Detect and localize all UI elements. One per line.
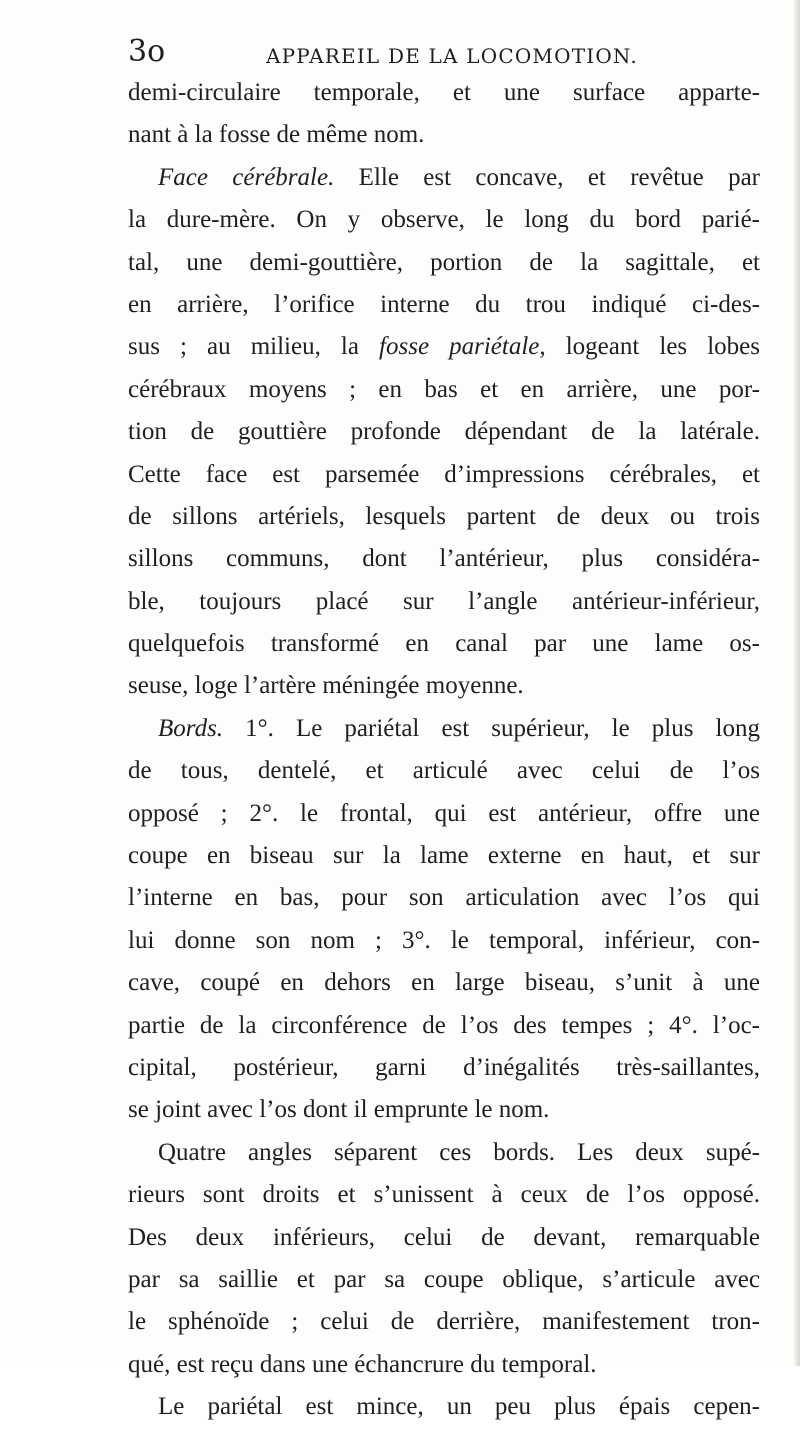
- page-edge-shadow: [794, 0, 800, 1366]
- text-segment: tion de gouttière profonde dépendant de la latérale.: [128, 418, 760, 446]
- text-line: [128, 708, 760, 750]
- text-segment: l’interne en bas, pour son articulation avec l’os qui: [128, 884, 760, 912]
- text-segment: de tous, dentelé, et articulé avec celui de l’os: [128, 757, 760, 785]
- text-segment: Des deux inférieurs, celui de devant, remarquable: [128, 1223, 760, 1251]
- text-line: [128, 835, 760, 877]
- text-line: [128, 496, 760, 538]
- text-line: [128, 1259, 760, 1301]
- text-segment: seuse, loge l’artère méningée moyenne.: [128, 672, 524, 700]
- text-line: [128, 920, 760, 962]
- text-segment: opposé ; 2°. le frontal, qui est antérieur, offre une: [128, 799, 760, 827]
- text-line: [128, 1089, 760, 1131]
- text-line: [128, 326, 760, 368]
- text-line: [128, 538, 760, 580]
- text-line: [128, 1217, 760, 1259]
- text-segment: cipital, postérieur, garni d’inégalités très-saillantes,: [128, 1053, 760, 1081]
- body-text: [128, 72, 760, 1429]
- text-segment: se joint avec l’os dont il emprunte le nom.: [128, 1096, 550, 1124]
- text-line: [128, 454, 760, 496]
- page-header: [128, 28, 748, 72]
- text-line: [128, 1301, 760, 1343]
- text-segment: tal, une demi-gouttière, portion de la sagittale, et: [128, 248, 760, 276]
- text-line: [128, 157, 760, 199]
- text-segment: 1°. Le pariétal est supérieur, le plus long: [223, 714, 760, 742]
- text-line: [128, 793, 760, 835]
- text-segment: Elle est concave, et revêtue par: [334, 163, 760, 191]
- text-line: [128, 411, 760, 453]
- text-line: [128, 1005, 760, 1047]
- text-segment: Le pariétal est mince, un peu plus épais cepen-: [158, 1393, 760, 1421]
- text-line: [128, 877, 760, 919]
- text-line: [128, 369, 760, 411]
- text-line: [128, 750, 760, 792]
- page-number: 3o: [128, 34, 166, 69]
- text-line: [128, 114, 760, 156]
- text-segment: Quatre angles séparent ces bords. Les deux supé-: [158, 1138, 760, 1166]
- italic-term: Bords.: [158, 714, 224, 742]
- text-line: [128, 242, 760, 284]
- text-line: [128, 1174, 760, 1216]
- text-segment: en arrière, l’orifice interne du trou indiqué ci-des-: [128, 290, 760, 318]
- text-line: [128, 1344, 760, 1386]
- text-segment: ble, toujours placé sur l’angle antérieur-inférieur,: [128, 587, 760, 615]
- text-segment: sus ; au milieu, la: [128, 333, 380, 361]
- text-segment: Cette face est parsemée d’impressions cérébrales, et: [128, 460, 760, 488]
- text-segment: lui donne son nom ; 3°. le temporal, inférieur, con-: [128, 926, 760, 954]
- italic-term: Face cérébrale.: [158, 163, 335, 191]
- text-line: [128, 1386, 760, 1428]
- text-segment: la dure-mère. On y observe, le long du bord parié-: [128, 206, 760, 234]
- text-segment: par sa saillie et par sa coupe oblique, s’articule avec: [128, 1265, 760, 1293]
- text-line: [128, 581, 760, 623]
- text-line: [128, 665, 760, 707]
- text-segment: nant à la fosse de même nom.: [128, 121, 425, 149]
- text-line: [128, 1047, 760, 1089]
- text-line: [128, 1132, 760, 1174]
- text-line: [128, 72, 760, 114]
- text-segment: quelquefois transformé en canal par une lame os-: [128, 630, 760, 658]
- text-line: [128, 199, 760, 241]
- text-segment: coupe en biseau sur la lame externe en haut, et sur: [128, 842, 760, 870]
- text-line: [128, 623, 760, 665]
- italic-term: fosse pariétale,: [379, 333, 546, 361]
- running-title: APPAREIL DE LA LOCOMOTION.: [266, 44, 638, 68]
- text-segment: sillons communs, dont l’antérieur, plus considéra-: [128, 545, 760, 573]
- text-segment: cérébraux moyens ; en bas et en arrière, une por-: [128, 375, 760, 403]
- text-segment: partie de la circonférence de l’os des tempes ; 4°. l’oc-: [128, 1011, 760, 1039]
- text-segment: de sillons artériels, lesquels partent de deux ou trois: [128, 502, 760, 530]
- text-segment: cave, coupé en dehors en large biseau, s’unit à une: [128, 969, 760, 997]
- text-line: [128, 962, 760, 1004]
- text-line: [128, 284, 760, 326]
- text-segment: qué, est reçu dans une échancrure du temporal.: [128, 1350, 597, 1378]
- text-segment: le sphénoïde ; celui de derrière, manifestement tron-: [128, 1308, 760, 1336]
- text-segment: logeant les lobes: [545, 333, 760, 361]
- text-segment: demi-circulaire temporale, et une surface apparte-: [128, 79, 760, 106]
- text-segment: rieurs sont droits et s’unissent à ceux de l’os opposé.: [128, 1181, 760, 1209]
